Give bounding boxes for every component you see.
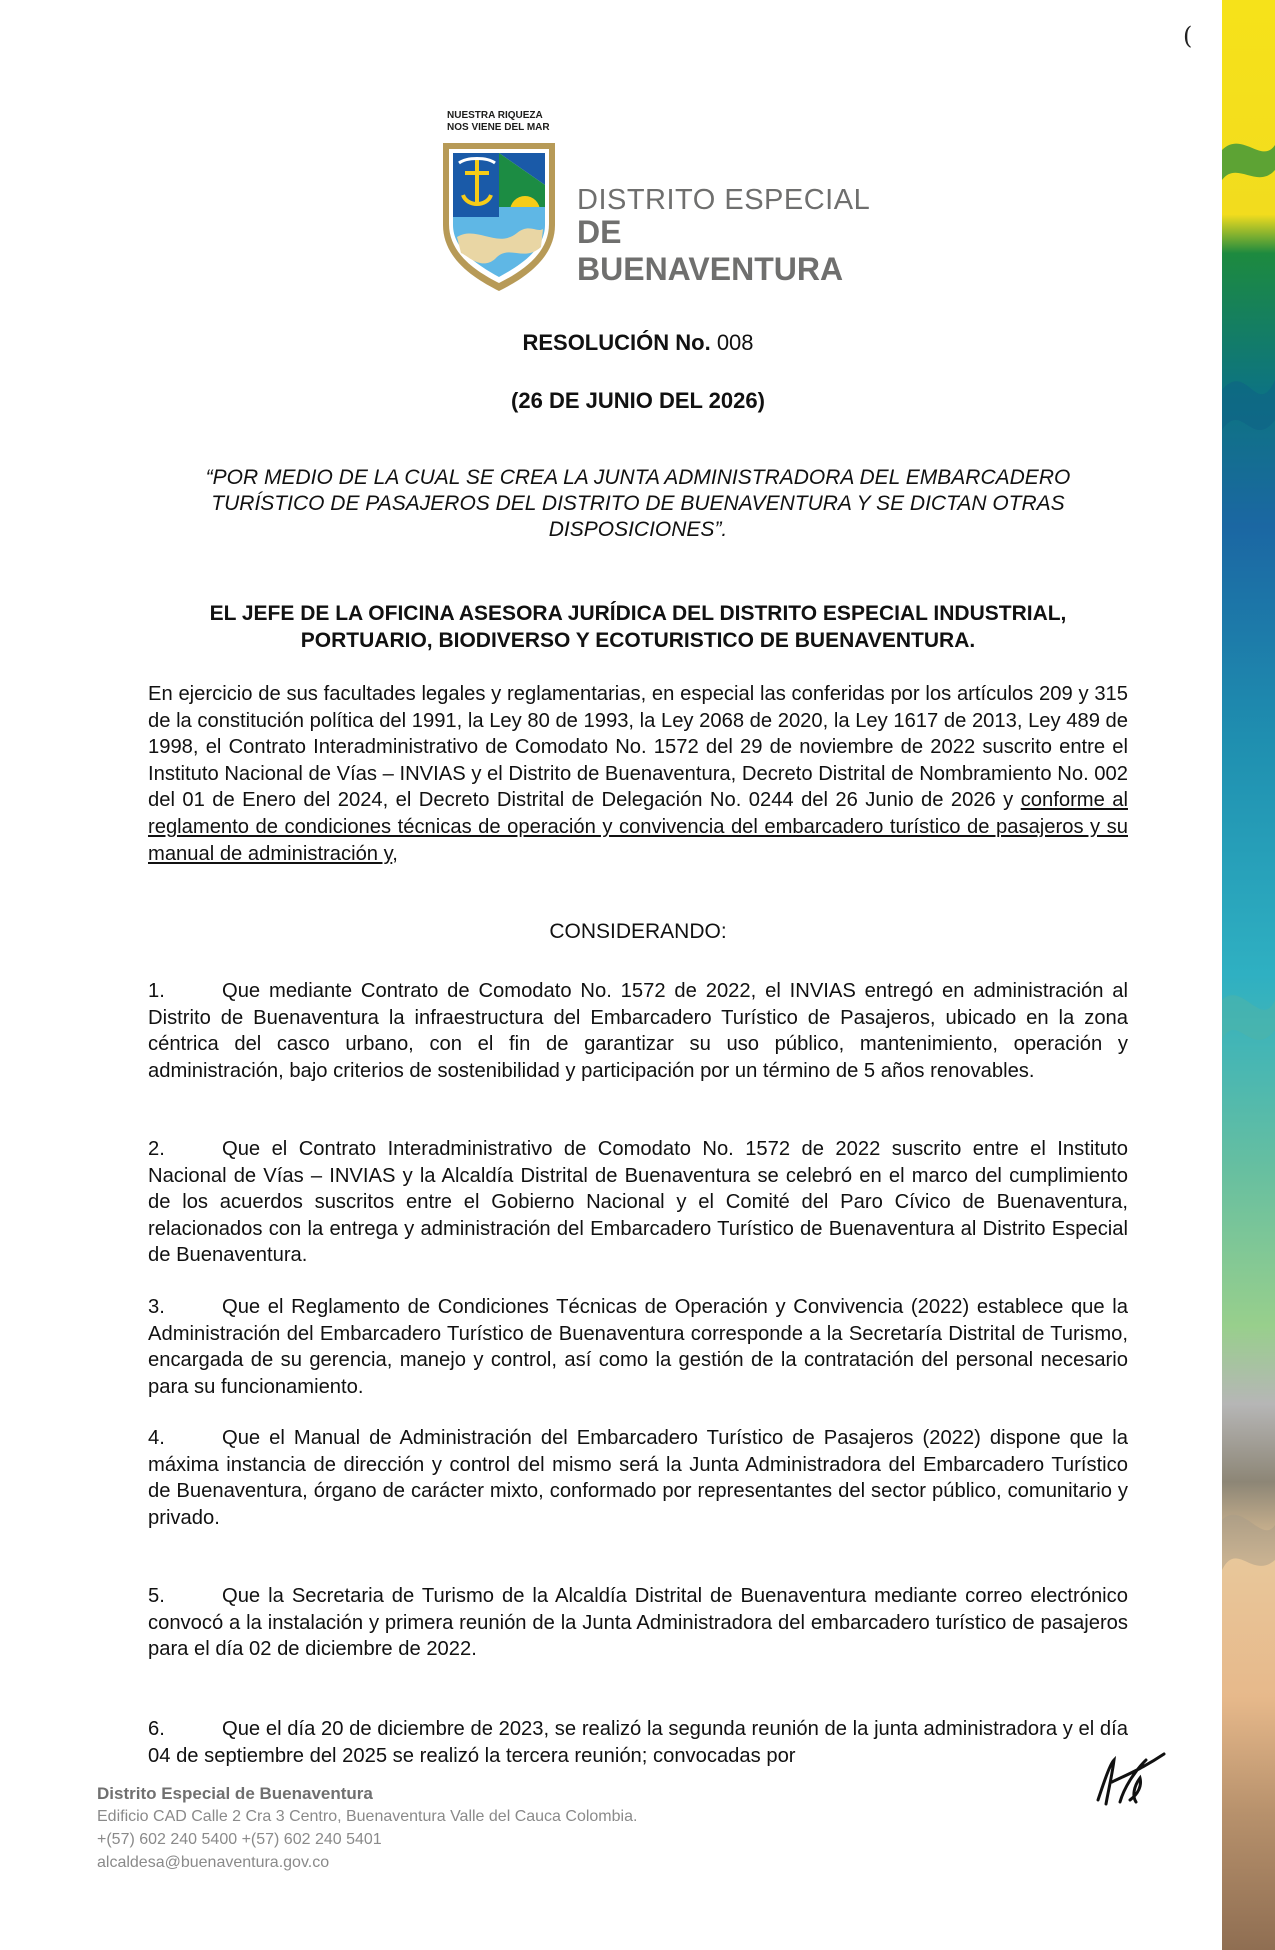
- item-text: Que el Manual de Administración del Embarcadero Turístico de Pasajeros (2022) dispone que la máxima instancia de dirección y control del mismo será la Junta Administradora del Embarcadero Turístico de Buenaventura, órgano de carácter mixto, conformado por representantes del sector público, comunitario y privado.: [148, 1427, 1128, 1529]
- considerando-heading: CONSIDERANDO:: [549, 920, 727, 943]
- footer-address: Edificio CAD Calle 2 Cra 3 Centro, Buenaventura Valle del Cauca Colombia.: [97, 1808, 638, 1825]
- preamble-text: En ejercicio de sus facultades legales y reglamentarias, en especial las conferidas por los artículos 209 y 315 de la constitución política del 1991, la Ley 80 de 1993, la Ley 2068 de 2020, la Ley 1617 de 2013, Ley 489 de 1998, el Contrato Interadministrativo de Comodato No. 1572 del 29 de noviembre de 2022 suscrito entre el Instituto Nacional de Vías – INVIAS y el Distrito de Buenaventura, Decreto Distrital de Nombramiento No. 002 del 01 de Enero del 2024, el Decreto Distrital de Delegación No. 0244 del 26 Junio de 2026 y: [148, 683, 1128, 812]
- preamble-end: ,: [392, 842, 398, 865]
- page-corner-mark: (: [1183, 22, 1193, 50]
- item-number: 2.: [148, 1138, 165, 1160]
- considerando-item: [148, 978, 1128, 1084]
- item-number: 1.: [148, 980, 165, 1002]
- considerando-item: [148, 1425, 1128, 1531]
- preamble-underlined-text: conforme al reglamento de condiciones técnicas de operación y convivencia del embarcadero turístico de pasajeros y su manual de administración y: [148, 789, 1128, 865]
- considerando-item: [148, 1136, 1128, 1269]
- item-number: 3.: [148, 1296, 165, 1318]
- logo-name-line-1: DISTRITO ESPECIAL: [577, 184, 871, 216]
- item-number: 5.: [148, 1585, 165, 1607]
- item-text: Que el Reglamento de Condiciones Técnicas de Operación y Convivencia (2022) establece que la Administración del Embarcadero Turístico de Buenaventura corresponde a la Secretaría Distrital de Turismo, encargada de su gerencia, manejo y control, así como la gestión de la contratación del personal necesario para su funcionamiento.: [148, 1296, 1128, 1398]
- resolution-number: 008: [716, 330, 754, 355]
- decorative-color-stripe: [1222, 0, 1275, 1950]
- resolution-date: (26 DE JUNIO DEL 2026): [511, 388, 765, 413]
- considerando-item: [148, 1583, 1128, 1663]
- item-text: Que el Contrato Interadministrativo de Comodato No. 1572 de 2022 suscrito entre el Instituto Nacional de Vías – INVIAS y la Alcaldía Distrital de Buenaventura se celebró en el marco del cumplimiento de los acuerdos suscritos entre el Gobierno Nacional y el Comité del Paro Cívico de Buenaventura, relacionados con la entrega y administración del Embarcadero Turístico de Buenaventura al Distrito Especial de Buenaventura.: [148, 1138, 1128, 1267]
- district-logo: [437, 110, 877, 300]
- item-number: 4.: [148, 1427, 165, 1449]
- issuing-authority: EL JEFE DE LA OFICINA ASESORA JURÍDICA DEL DISTRITO ESPECIAL INDUSTRIAL, PORTUARIO, BIODIVERSO Y ECOTURISTICO DE BUENAVENTURA.: [209, 602, 1067, 652]
- considerando-item: [148, 1294, 1128, 1400]
- item-text: Que la Secretaria de Turismo de la Alcaldía Distrital de Buenaventura mediante correo electrónico convocó a la instalación y primera reunión de la Junta Administradora del embarcadero turístico de pasajeros para el día 02 de diciembre de 2022.: [148, 1585, 1128, 1661]
- footer-organization: Distrito Especial de Buenaventura: [97, 1784, 373, 1803]
- handwritten-initials-signature: [1090, 1742, 1170, 1812]
- logo-motto-line-2: NOS VIENE DEL MAR: [447, 122, 550, 133]
- item-text: Que mediante Contrato de Comodato No. 1572 de 2022, el INVIAS entregó en administración al Distrito de Buenaventura la infraestructura del Embarcadero Turístico de Pasajeros, ubicado en la zona céntrica del casco urbano, con el fin de garantizar su uso público, mantenimiento, operación y administración, bajo criterios de sostenibilidad y participación por un término de 5 años renovables.: [148, 980, 1128, 1082]
- logo-name-line-2: DE BUENAVENTURA: [577, 214, 844, 287]
- item-text: Que el día 20 de diciembre de 2023, se realizó la segunda reunión de la junta administradora y el día 04 de septiembre del 2025 se realizó la tercera reunión; convocadas por: [148, 1718, 1128, 1767]
- resolution-subject: “POR MEDIO DE LA CUAL SE CREA LA JUNTA ADMINISTRADORA DEL EMBARCADERO TURÍSTICO DE PASAJEROS DEL DISTRITO DE BUENAVENTURA Y SE DICTAN OTRAS DISPOSICIONES”.: [205, 466, 1071, 541]
- footer-phones: +(57) 602 240 5400 +(57) 602 240 5401: [97, 1831, 382, 1848]
- logo-motto: [447, 110, 550, 134]
- coat-of-arms-shield-icon: [437, 137, 561, 295]
- resolution-label: RESOLUCIÓN No.: [522, 330, 711, 355]
- resolution-title: [148, 330, 1128, 356]
- footer-email: alcaldesa@buenaventura.gov.co: [97, 1854, 330, 1871]
- page-footer: [97, 1782, 637, 1874]
- logo-motto-line-1: NUESTRA RIQUEZA: [447, 110, 543, 121]
- considerando-item: [148, 1716, 1128, 1769]
- item-number: 6.: [148, 1718, 165, 1740]
- preamble-paragraph: [148, 681, 1128, 867]
